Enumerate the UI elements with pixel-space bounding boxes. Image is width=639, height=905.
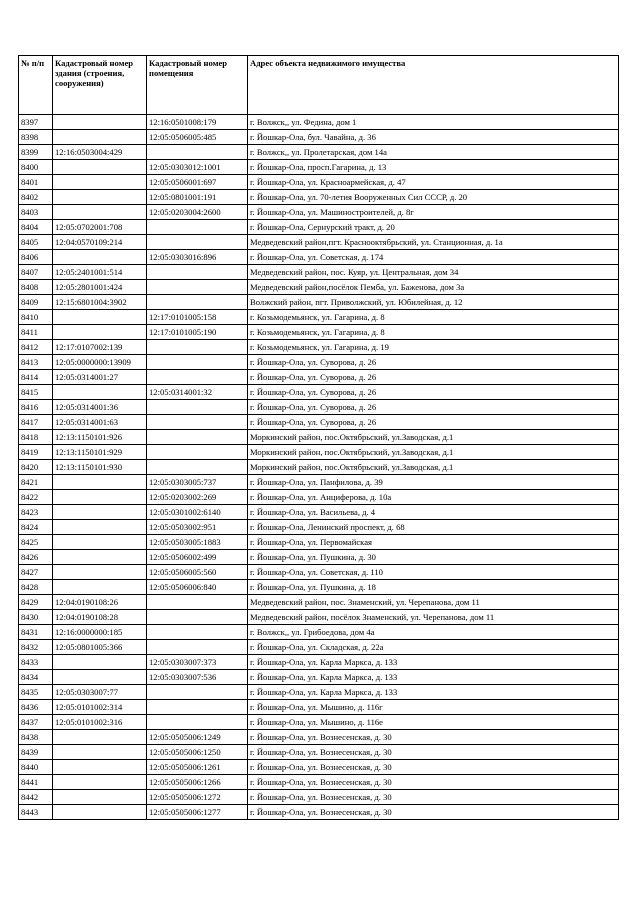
cell-premises-cadastral-number: 12:05:0303016:896 [147,250,248,265]
cell-premises-cadastral-number: 12:05:0505006:1272 [147,790,248,805]
cell-address: г. Йошкар-Ола, ул. Вознесенская, д. 30 [248,730,619,745]
header-premises-cadastral-number: Кадастровый номер помещения [147,56,248,115]
cell-row-number: 8420 [19,460,53,475]
table-row [19,130,619,145]
cell-building-cadastral-number: 12:05:2801001:424 [53,280,147,295]
cell-row-number: 8434 [19,670,53,685]
cell-row-number: 8427 [19,565,53,580]
cell-row-number: 8442 [19,790,53,805]
cell-building-cadastral-number [53,250,147,265]
table-row [19,175,619,190]
table-row [19,475,619,490]
cell-premises-cadastral-number: 12:05:0303007:373 [147,655,248,670]
cell-building-cadastral-number [53,520,147,535]
table-row [19,760,619,775]
table-row [19,625,619,640]
cell-row-number: 8440 [19,760,53,775]
table-row [19,265,619,280]
cell-premises-cadastral-number: 12:05:0503002:951 [147,520,248,535]
table-row [19,505,619,520]
cell-building-cadastral-number [53,475,147,490]
cell-premises-cadastral-number: 12:17:0101005:190 [147,325,248,340]
cell-premises-cadastral-number: 12:16:0501008:179 [147,115,248,130]
cell-row-number: 8423 [19,505,53,520]
table-row [19,370,619,385]
cell-premises-cadastral-number: 12:05:0505006:1250 [147,745,248,760]
table-row [19,520,619,535]
header-row-number: № п/п [19,56,53,115]
cell-building-cadastral-number: 12:15:6801004:3902 [53,295,147,310]
header-property-address: Адрес объекта недвижимого имущества [248,56,619,115]
cell-address: г. Йошкар-Ола, ул. Анциферова, д. 10а [248,490,619,505]
cell-address: Моркинский район, пос.Октябрьский, ул.Заводская, д.1 [248,445,619,460]
cell-premises-cadastral-number: 12:05:0506001:697 [147,175,248,190]
table-row [19,415,619,430]
cell-row-number: 8397 [19,115,53,130]
cell-premises-cadastral-number [147,295,248,310]
cell-address: г. Йошкар-Ола, ул. Суворова, д. 26 [248,400,619,415]
table-row [19,670,619,685]
cell-address: г. Йошкар-Ола, Сернурский тракт, д. 20 [248,220,619,235]
cell-address: г. Йошкар-Ола, ул. Вознесенская, д. 30 [248,790,619,805]
cell-premises-cadastral-number [147,595,248,610]
cell-row-number: 8438 [19,730,53,745]
cell-premises-cadastral-number [147,640,248,655]
cell-address: г. Йошкар-Ола, ул. Панфилова, д. 39 [248,475,619,490]
cell-premises-cadastral-number: 12:05:0506006:840 [147,580,248,595]
cell-address: г. Йошкар-Ола, ул. Машиностроителей, д. 8г [248,205,619,220]
cell-premises-cadastral-number [147,355,248,370]
cell-premises-cadastral-number [147,625,248,640]
cell-address: г. Йошкар-Ола, ул. Красноармейская, д. 47 [248,175,619,190]
cell-building-cadastral-number [53,175,147,190]
table-row [19,610,619,625]
cell-building-cadastral-number [53,160,147,175]
cell-building-cadastral-number: 12:17:0107002:139 [53,340,147,355]
cell-address: Моркинский район, пос.Октябрьский, ул.Заводская, д.1 [248,430,619,445]
cell-address: г. Йошкар-Ола, просп.Гагарина, д. 13 [248,160,619,175]
cell-row-number: 8404 [19,220,53,235]
cell-address: г. Йошкар-Ола, ул. Пушкина, д. 30 [248,550,619,565]
table-row [19,385,619,400]
cell-premises-cadastral-number: 12:05:0503005:1883 [147,535,248,550]
cell-premises-cadastral-number: 12:05:0505006:1277 [147,805,248,820]
table-header-row [19,56,619,115]
cell-building-cadastral-number: 12:05:0101002:316 [53,715,147,730]
cell-row-number: 8430 [19,610,53,625]
cell-building-cadastral-number [53,205,147,220]
cell-row-number: 8419 [19,445,53,460]
table-row [19,715,619,730]
property-register-table [18,55,619,820]
cell-premises-cadastral-number [147,430,248,445]
cell-row-number: 8414 [19,370,53,385]
table-row [19,205,619,220]
cell-row-number: 8403 [19,205,53,220]
cell-building-cadastral-number: 12:05:0314001:27 [53,370,147,385]
table-row [19,550,619,565]
table-row [19,700,619,715]
cell-row-number: 8402 [19,190,53,205]
cell-premises-cadastral-number: 12:05:0303005:737 [147,475,248,490]
cell-premises-cadastral-number: 12:05:0506005:560 [147,565,248,580]
cell-row-number: 8433 [19,655,53,670]
table-row [19,490,619,505]
cell-building-cadastral-number [53,775,147,790]
header-building-cadastral-number: Кадастровый номер здания (строения, сооружения) [53,56,147,115]
cell-premises-cadastral-number [147,400,248,415]
cell-row-number: 8409 [19,295,53,310]
cell-premises-cadastral-number [147,415,248,430]
table-row [19,445,619,460]
table-row [19,400,619,415]
table-row [19,460,619,475]
cell-premises-cadastral-number: 12:05:0505006:1261 [147,760,248,775]
cell-row-number: 8412 [19,340,53,355]
table-row [19,325,619,340]
cell-address: г. Йошкар-Ола, ул. Суворова, д. 26 [248,355,619,370]
table-row [19,295,619,310]
cell-building-cadastral-number: 12:05:0303007:77 [53,685,147,700]
cell-premises-cadastral-number [147,700,248,715]
cell-building-cadastral-number [53,655,147,670]
table-row [19,340,619,355]
cell-premises-cadastral-number: 12:05:0506005:485 [147,130,248,145]
cell-row-number: 8421 [19,475,53,490]
cell-row-number: 8439 [19,745,53,760]
cell-building-cadastral-number: 12:04:0570109:214 [53,235,147,250]
cell-row-number: 8413 [19,355,53,370]
cell-row-number: 8429 [19,595,53,610]
table-row [19,730,619,745]
cell-building-cadastral-number [53,190,147,205]
cell-address: г. Йошкар-Ола, ул. Васильева, д. 4 [248,505,619,520]
table-row [19,535,619,550]
cell-address: г. Йошкар-Ола, ул. Вознесенская, д. 30 [248,760,619,775]
cell-address: г. Волжск,, ул. Грибоедова, дом 4а [248,625,619,640]
cell-row-number: 8410 [19,310,53,325]
cell-address: г. Йошкар-Ола, бул. Чавайна, д. 36 [248,130,619,145]
cell-address: г. Йошкар-Ола, ул. Мышино, д. 116е [248,715,619,730]
table-row [19,430,619,445]
cell-row-number: 8416 [19,400,53,415]
cell-address: Медведевский район, пос. Знаменский, ул. Черепанова, дом 11 [248,595,619,610]
cell-premises-cadastral-number: 12:05:0203002:269 [147,490,248,505]
cell-row-number: 8424 [19,520,53,535]
cell-address: г. Йошкар-Ола, ул. Мышино, д. 116г [248,700,619,715]
cell-row-number: 8426 [19,550,53,565]
cell-address: г. Йошкар-Ола, ул. Пушкина, д. 18 [248,580,619,595]
table-row [19,790,619,805]
cell-premises-cadastral-number: 12:17:0101005:158 [147,310,248,325]
cell-row-number: 8399 [19,145,53,160]
cell-building-cadastral-number [53,130,147,145]
cell-premises-cadastral-number: 12:05:0303012:1001 [147,160,248,175]
cell-address: г. Йошкар-Ола, ул. Советская, д. 110 [248,565,619,580]
cell-premises-cadastral-number: 12:05:0505006:1266 [147,775,248,790]
table-row [19,220,619,235]
cell-row-number: 8408 [19,280,53,295]
cell-building-cadastral-number: 12:05:0314001:63 [53,415,147,430]
cell-building-cadastral-number: 12:04:0190108:26 [53,595,147,610]
cell-premises-cadastral-number [147,460,248,475]
cell-address: Медведевский район,пгт. Краснооктябрьский, ул. Станционная, д. 1а [248,235,619,250]
cell-premises-cadastral-number: 12:05:0314001:32 [147,385,248,400]
cell-building-cadastral-number [53,385,147,400]
cell-row-number: 8425 [19,535,53,550]
table-row [19,685,619,700]
cell-building-cadastral-number: 12:16:0000000:185 [53,625,147,640]
table-row [19,355,619,370]
table-row [19,310,619,325]
cell-address: Медведевский район,посёлок Пемба, ул. Баженова, дом 3а [248,280,619,295]
cell-row-number: 8443 [19,805,53,820]
cell-premises-cadastral-number [147,235,248,250]
cell-address: г. Козьмодемьянск, ул. Гагарина, д. 8 [248,310,619,325]
cell-premises-cadastral-number: 12:05:0505006:1249 [147,730,248,745]
cell-row-number: 8400 [19,160,53,175]
cell-building-cadastral-number [53,565,147,580]
cell-address: г. Йошкар-Ола, ул. Первомайская [248,535,619,550]
cell-building-cadastral-number: 12:05:0101002:314 [53,700,147,715]
cell-building-cadastral-number [53,790,147,805]
cell-address: г. Йошкар-Ола, ул. 70-летия Вооруженных Сил СССР, д. 20 [248,190,619,205]
cell-premises-cadastral-number [147,280,248,295]
cell-building-cadastral-number [53,310,147,325]
cell-premises-cadastral-number [147,145,248,160]
cell-address: Медведевский район, пос. Куяр, ул. Центральная, дом 34 [248,265,619,280]
table-row [19,595,619,610]
table-row [19,655,619,670]
cell-premises-cadastral-number: 12:05:0301002:6140 [147,505,248,520]
cell-row-number: 8431 [19,625,53,640]
cell-address: г. Йошкар-Ола, ул. Вознесенская, д. 30 [248,745,619,760]
table-row [19,805,619,820]
table-row [19,115,619,130]
cell-row-number: 8441 [19,775,53,790]
table-row [19,580,619,595]
cell-premises-cadastral-number: 12:05:0801001:191 [147,190,248,205]
cell-building-cadastral-number: 12:05:0702001:708 [53,220,147,235]
cell-building-cadastral-number [53,115,147,130]
table-row [19,745,619,760]
cell-premises-cadastral-number [147,265,248,280]
cell-address: г. Йошкар-Ола, ул. Суворова, д. 26 [248,415,619,430]
cell-premises-cadastral-number [147,445,248,460]
cell-building-cadastral-number [53,670,147,685]
table-row [19,160,619,175]
cell-premises-cadastral-number [147,340,248,355]
cell-address: г. Йошкар-Ола, Ленинский проспект, д. 68 [248,520,619,535]
cell-address: Медведевский район, посёлок Знаменский, ул. Черепанова, дом 11 [248,610,619,625]
cell-row-number: 8422 [19,490,53,505]
cell-premises-cadastral-number [147,610,248,625]
cell-row-number: 8428 [19,580,53,595]
cell-premises-cadastral-number: 12:05:0506002:499 [147,550,248,565]
cell-row-number: 8415 [19,385,53,400]
table-row [19,775,619,790]
cell-building-cadastral-number: 12:05:0000000:13909 [53,355,147,370]
cell-building-cadastral-number [53,745,147,760]
cell-building-cadastral-number: 12:05:2401001:514 [53,265,147,280]
cell-address: г. Йошкар-Ола, ул. Вознесенская, д. 30 [248,775,619,790]
cell-address: г. Волжск,, ул. Федина, дом 1 [248,115,619,130]
cell-row-number: 8406 [19,250,53,265]
cell-address: г. Йошкар-Ола, ул. Суворова, д. 26 [248,370,619,385]
cell-building-cadastral-number: 12:13:1150101:930 [53,460,147,475]
cell-building-cadastral-number [53,490,147,505]
cell-premises-cadastral-number [147,220,248,235]
cell-address: г. Йошкар-Ола, ул. Советская, д. 174 [248,250,619,265]
cell-building-cadastral-number: 12:16:0503004:429 [53,145,147,160]
cell-premises-cadastral-number [147,685,248,700]
table-row [19,235,619,250]
cell-address: Волжский район, пгт. Приволжский, ул. Юбилейная, д. 12 [248,295,619,310]
cell-address: г. Йошкар-Ола, ул. Складская, д. 22а [248,640,619,655]
cell-building-cadastral-number [53,535,147,550]
cell-building-cadastral-number [53,760,147,775]
cell-row-number: 8437 [19,715,53,730]
cell-address: г. Козьмодемьянск, ул. Гагарина, д. 19 [248,340,619,355]
cell-building-cadastral-number: 12:05:0314001:36 [53,400,147,415]
cell-address: г. Козьмодемьянск, ул. Гагарина, д. 8 [248,325,619,340]
table-row [19,565,619,580]
cell-row-number: 8407 [19,265,53,280]
cell-building-cadastral-number: 12:05:0801005:366 [53,640,147,655]
cell-building-cadastral-number [53,505,147,520]
cell-premises-cadastral-number: 12:05:0303007:536 [147,670,248,685]
cell-address: г. Йошкар-Ола, ул. Вознесенская, д. 30 [248,805,619,820]
cell-address: г. Йошкар-Ола, ул. Карла Маркса, д. 133 [248,670,619,685]
table-row [19,640,619,655]
cell-address: г. Волжск,, ул. Пролетарская, дом 14а [248,145,619,160]
table-row [19,190,619,205]
cell-row-number: 8418 [19,430,53,445]
cell-building-cadastral-number [53,730,147,745]
cell-building-cadastral-number [53,580,147,595]
cell-building-cadastral-number: 12:13:1150101:929 [53,445,147,460]
cell-row-number: 8401 [19,175,53,190]
cell-premises-cadastral-number [147,370,248,385]
cell-premises-cadastral-number [147,715,248,730]
cell-building-cadastral-number [53,805,147,820]
cell-row-number: 8417 [19,415,53,430]
cell-row-number: 8432 [19,640,53,655]
cell-building-cadastral-number [53,550,147,565]
cell-row-number: 8405 [19,235,53,250]
table-row [19,250,619,265]
cell-row-number: 8398 [19,130,53,145]
cell-row-number: 8435 [19,685,53,700]
cell-building-cadastral-number: 12:04:0190108:28 [53,610,147,625]
table-row [19,280,619,295]
cell-address: г. Йошкар-Ола, ул. Карла Маркса, д. 133 [248,685,619,700]
cell-address: Моркинский район, пос.Октябрьский, ул.Заводская, д.1 [248,460,619,475]
cell-premises-cadastral-number: 12:05:0203004:2600 [147,205,248,220]
table-row [19,145,619,160]
cell-row-number: 8436 [19,700,53,715]
cell-building-cadastral-number [53,325,147,340]
cell-row-number: 8411 [19,325,53,340]
cell-address: г. Йошкар-Ола, ул. Карла Маркса, д. 133 [248,655,619,670]
cell-address: г. Йошкар-Ола, ул. Суворова, д. 26 [248,385,619,400]
cell-building-cadastral-number: 12:13:1150101:926 [53,430,147,445]
